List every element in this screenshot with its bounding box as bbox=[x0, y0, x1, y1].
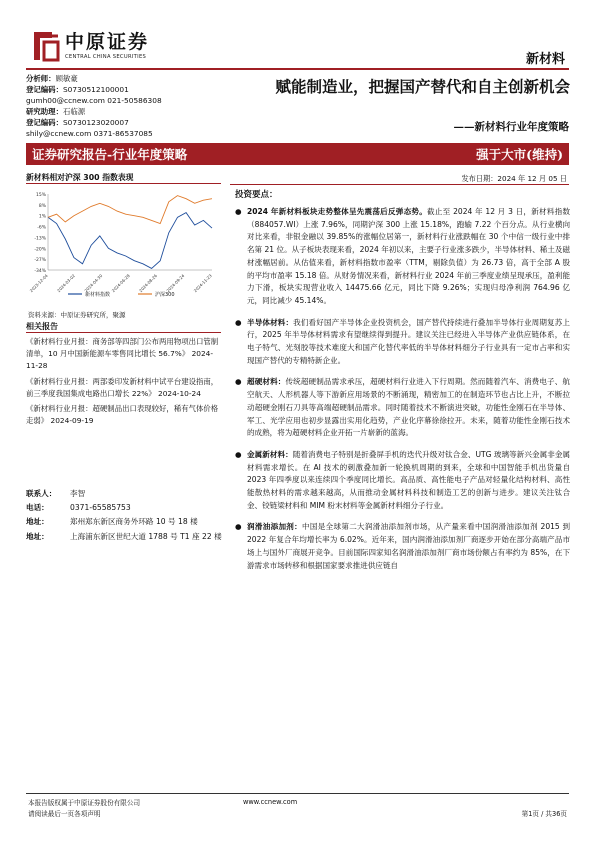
contact-info bbox=[26, 488, 226, 545]
header-divider bbox=[26, 68, 569, 70]
point-item: ● 金属新材料：随着消费电子特别是折叠屏手机的迭代升级对钛合金、UTG 玻璃等新兴金属非金属材料需求增长。在 AI 技术的刺激叠加新一轮换机周期的到来，全球和中国智能手机出货量自 2023 年四季度以来连续四个季度同比增长。高品质、高性能电子产品对轻量化结构材料、高性能散热材料的需求越来越高，从而推动金属材料科技和制造工艺的创新与进步。建议关注钛合金、铰链梁材料和 MIM 粉末材料等金属新材料细分子行业。 bbox=[235, 449, 570, 513]
contact-row: 地址： 郑州郑东新区商务外环路 10 号 18 楼 bbox=[26, 517, 198, 527]
logo-text-cn: 中原证券 bbox=[65, 31, 150, 53]
analyst-row: 分析师：顾敏豪 bbox=[26, 74, 78, 83]
y-tick-label: -6% bbox=[37, 225, 46, 231]
report-banner bbox=[26, 143, 569, 165]
performance-chart bbox=[28, 190, 220, 302]
footer-disclaimer bbox=[28, 798, 140, 820]
investment-points-heading: 投资要点： bbox=[235, 190, 278, 200]
x-tick-label: 2024-11-23 bbox=[192, 273, 213, 294]
point-item: ● 半导体材料：我们看好国产半导体企业投资机会，国产替代持续进行叠加半导体行业周期复苏上行，2025 年半导体材料需求有望继续得到提升。建议关注已经进入半导体产业供应链体系，在电子特气、光刻胶等技术难度大和国产化替代率低的半导体材料细分子行业具有一定市占率和实现国产替代的专精特新企业。 bbox=[235, 317, 570, 368]
report-title: 赋能制造业，把握国产替代和自主创新机会 bbox=[275, 77, 570, 96]
y-tick-label: 15% bbox=[35, 193, 46, 198]
point-item: ● 2024 年新材料板块走势整体呈先震荡后反弹态势。截止至 2024 年 12 月 3 日，新材料指数（884057.WI）上涨 7.96%，同期沪深 300 上涨 15.18%，跑输 7.22 个百分点。从行业横向对比来看，非银金融以 39.85%的涨幅位居第一，新材料行业涨跌幅在 30 个中信一级行业中排名第 21 位。从子板块表现来看，2024 年初以来，主要子行业涨多跌少，半导体材料、稀土及磁材涨幅居前。从估值来看，新材料指数市盈率（TTM，剔除负值）为 26.73 倍，高于全部 A 股的平均市盈率 15.18 倍。从财务情况来看，新材料行业 2024 年前三季度业绩呈现承压，盈利能力下滑，板块实现营业收入 14475.66 亿元，同比下降 9.26%；实现归母净利润 764.96 亿元，同比减少 45.14%。 bbox=[235, 206, 570, 308]
related-reports-list bbox=[26, 336, 222, 430]
x-tick-label: 2024-09-24 bbox=[165, 273, 186, 294]
logo-text-en: CENTRAL CHINA SECURITIES bbox=[65, 54, 147, 60]
logo-mark-icon bbox=[32, 30, 60, 62]
legend-label: 沪深300 bbox=[155, 292, 175, 298]
disclaimer-text: 请阅读最后一页各项声明 bbox=[28, 810, 101, 818]
y-tick-label: -20% bbox=[34, 247, 46, 253]
company-logo bbox=[32, 30, 149, 62]
rating-label: 强于大市(维持) bbox=[476, 147, 563, 162]
related-report-link[interactable]: 《新材料行业月报：两部委印发新材料中试平台建设指南，前三季度我国集成电路出口增长 22%》 2024-10-24 bbox=[26, 376, 219, 398]
y-tick-label: 1% bbox=[38, 214, 46, 220]
investment-points bbox=[235, 206, 570, 581]
page-number: 第1页 / 共36页 bbox=[521, 810, 567, 818]
copyright-text: 本报告版权属于中原证券股份有限公司 bbox=[28, 799, 141, 807]
analyst-row: 研究助理：石临源 bbox=[26, 107, 86, 116]
report-type: 证券研究报告-行业年度策略 bbox=[32, 147, 188, 162]
related-report-link[interactable]: 《新材料行业月报：商务部等四部门公布两用物项出口管制清单，10 月中国新能源车零售同比增长 56.7%》 2024-11-28 bbox=[26, 337, 219, 371]
related-reports-heading: 相关报告 bbox=[26, 322, 58, 331]
y-tick-label: 8% bbox=[38, 203, 46, 209]
related-report-link[interactable]: 《新材料行业月报：超硬制品出口表现较好，稀有气体价格走弱》 2024-09-19 bbox=[26, 404, 219, 426]
right-column-divider bbox=[230, 184, 569, 185]
y-tick-label: -27% bbox=[34, 258, 46, 264]
x-tick-label: 2023-12-04 bbox=[28, 273, 49, 294]
analyst-row: 登记编码：S0730123020007 bbox=[26, 118, 129, 127]
footer-divider bbox=[26, 793, 569, 794]
contact-row: 联系人： 李智 bbox=[26, 489, 86, 498]
x-tick-label: 2024-06-28 bbox=[110, 273, 131, 294]
contact-row: 地址： 上海浦东新区世纪大道 1788 号 T1 座 22 楼 bbox=[26, 531, 222, 541]
y-tick-label: -34% bbox=[34, 269, 46, 274]
analyst-info bbox=[26, 73, 226, 139]
x-tick-label: 2024-03-02 bbox=[56, 273, 77, 294]
legend-label: 新材料指数 bbox=[85, 292, 111, 298]
chart-svg bbox=[28, 190, 220, 302]
x-tick-label: 2024-08-26 bbox=[138, 273, 159, 294]
chart-section-title: 新材料相对沪深 300 指数表现 bbox=[26, 173, 134, 182]
series-line-1 bbox=[48, 196, 212, 224]
analyst-row: 登记编码：S0730512100001 bbox=[26, 85, 129, 94]
chart-source: 资料来源：中原证券研究所，聚源 bbox=[28, 311, 126, 319]
analyst-row: gumh00@ccnew.com 021-50586308 bbox=[26, 96, 162, 105]
publish-date: 发布日期：2024 年 12 月 05 日 bbox=[461, 174, 567, 183]
footer-website-link[interactable]: www.ccnew.com bbox=[243, 798, 298, 806]
chart-title-divider bbox=[26, 183, 221, 184]
analyst-row: shily@ccnew.com 0371-86537085 bbox=[26, 129, 153, 138]
series-line-0 bbox=[48, 213, 212, 269]
y-tick-label: -13% bbox=[34, 236, 46, 242]
contact-row: 电话： 0371-65585753 bbox=[26, 503, 131, 513]
x-tick-label: 2024-04-30 bbox=[83, 273, 104, 294]
related-divider bbox=[26, 332, 221, 333]
point-item: ● 润滑油添加剂：中国是全球第二大润滑油添加剂市场，从产量来看中国润滑油添加剂 2015 到 2022 年复合年均增长率为 6.02%。近年来，国内润滑油添加剂厂商逐步开始在部分高端产品市场上与国外厂商展开竞争。目前国际四家知名润滑油添加剂厂商市场份额占有率约为 85%，在下游需求市场转移和根据国家要求推进供应链自 bbox=[235, 521, 570, 572]
report-subtitle: ——新材料行业年度策略 bbox=[453, 121, 569, 133]
point-item: ● 超硬材料：传统超硬制品需求承压，超硬材料行业进入下行周期。然而随着汽车、消费电子、航空航天、人形机器人等下游新应用场景的不断涌现，精密加工的在制造环节也占比上升，不断拉动超硬金刚石刀具等高端超硬制品需求。同时随着技术不断演进突破，功能性金刚石在半导体、军工、光学应用也初步显露出实用化趋势，产业化序幕徐徐拉开。未来，随着功能性金刚石技术的成熟，将为超硬材料企业开拓一片崭新的蓝海。 bbox=[235, 376, 570, 440]
sector-label: 新材料 bbox=[525, 52, 565, 67]
